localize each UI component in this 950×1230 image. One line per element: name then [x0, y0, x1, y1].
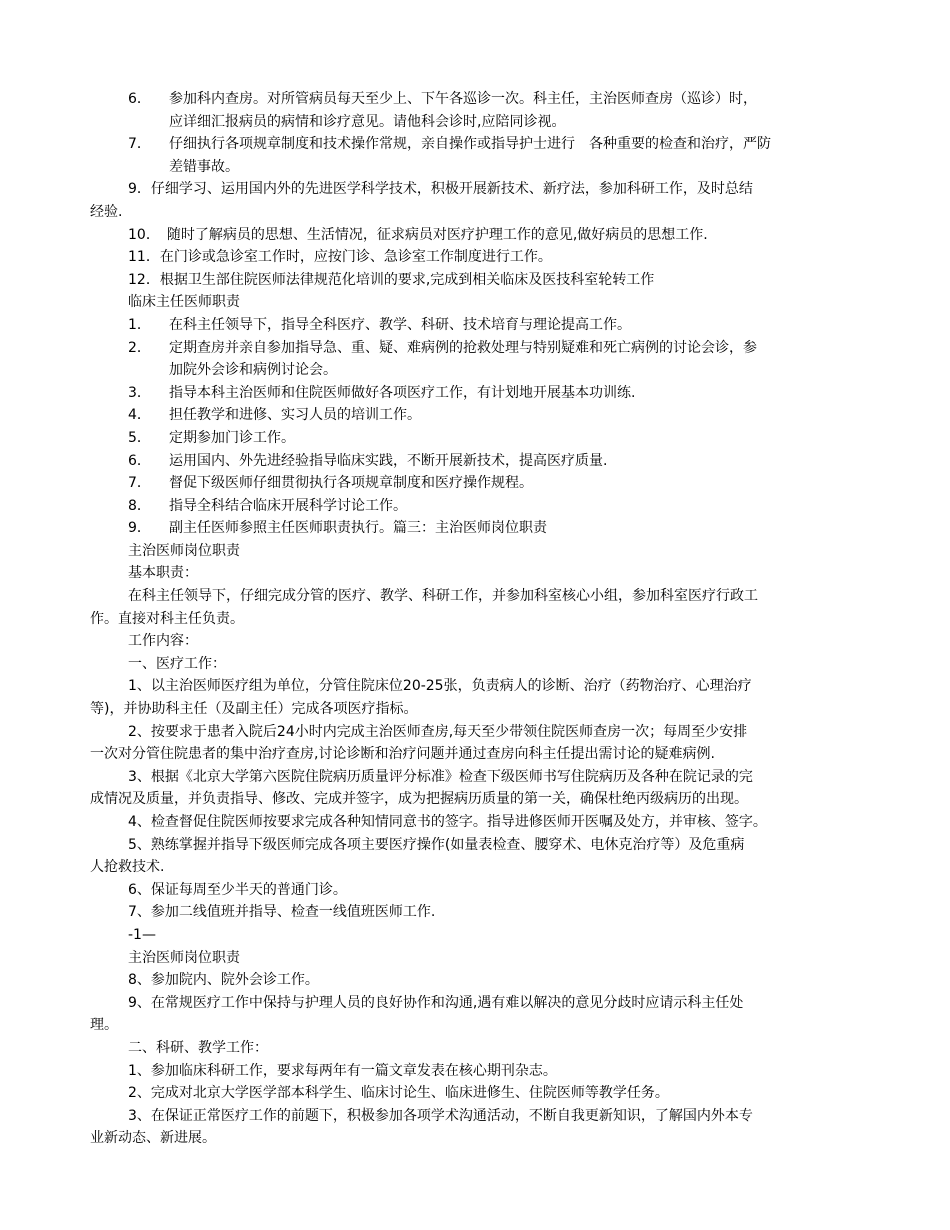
item-number: 3． — [128, 384, 151, 401]
item-text: 副主任医师参照主任医师职责执行。篇三：主治医师岗位职责 — [169, 520, 547, 537]
item-text: 参加科内查房。对所管病员每天至少上、下午各巡诊一次。科主任，主治医师查房（巡诊）时， — [169, 91, 757, 107]
item-text: 仔细执行各项规章制度和技术操作常规，亲自操作或指导护士进行 各种重要的检查和治疗，严防 — [169, 136, 771, 153]
item-number: 6． — [128, 91, 151, 107]
item-text: 督促下级医师仔细贯彻执行各项规章制度和医疗操作规程。 — [169, 475, 533, 492]
wrapped-line: 作。直接对科主任负责。 — [90, 610, 244, 627]
numbered-item — [90, 495, 870, 518]
paragraph-line: 10． 随时了解病员的思想、生活情况，征求病员对医疗护理工作的意见,做好病员的思想工作. — [128, 226, 708, 243]
paragraph-line: 4、检查督促住院医师按要求完成各种知情同意书的签字。指导进修医师开医嘱及处方，并审核、签字。 — [128, 814, 767, 830]
wrapped-line: 业新动态、新进展。 — [90, 1130, 216, 1147]
numbered-item — [90, 472, 870, 495]
paragraph-line: 9．仔细学习、运用国内外的先进医学科学技术，积极开展新技术、新疗法，参加科研工作，及时总结 — [128, 181, 753, 198]
item-number: 1． — [128, 316, 151, 333]
item-text: 定期查房并亲自参加指导急、重、疑、难病例的抢救处理与特别疑难和死亡病例的讨论会诊，参 — [169, 339, 757, 356]
wrapped-line: 经验. — [90, 203, 123, 220]
paragraph-line: 二、科研、教学工作： — [128, 1039, 268, 1056]
continuation-line: 加院外会诊和病例讨论会。 — [169, 362, 337, 379]
numbered-item — [90, 427, 870, 450]
paragraph-line: 一、医疗工作： — [128, 655, 226, 672]
item-text: 运用国内、外先进经验指导临床实践，不断开展新技术，提高医疗质量. — [169, 452, 608, 469]
paragraph-line: 临床主任医师职责 — [128, 294, 240, 311]
numbered-item — [90, 404, 870, 427]
item-number: 7． — [128, 136, 151, 153]
numbered-item — [90, 517, 870, 540]
item-number: 6． — [128, 452, 151, 469]
item-number: 9． — [128, 520, 151, 537]
paragraph-line: 8、参加院内、院外会诊工作。 — [128, 972, 319, 989]
paragraph-line: 在科主任领导下，仔细完成分管的医疗、教学、科研工作，并参加科室核心小组，参加科室医疗行政工 — [128, 588, 758, 605]
paragraph-line: 11．在门诊或急诊室工作时，应按门诊、急诊室工作制度进行工作。 — [128, 249, 552, 266]
paragraph-line: 工作内容： — [128, 633, 198, 650]
paragraph-line: 7、参加二线值班并指导、检查一线值班医师工作. — [128, 904, 436, 921]
item-text: 担任教学和进修、实习人员的培训工作。 — [169, 407, 421, 424]
item-number: 5． — [128, 429, 151, 446]
continuation-line: 差错事故。 — [169, 158, 239, 175]
wrapped-line: 等)，并协助科主任（及副主任）完成各项医疗指标。 — [90, 701, 418, 718]
numbered-item — [90, 450, 870, 473]
item-text: 在科主任领导下，指导全科医疗、教学、科研、技术培育与理论提高工作。 — [169, 316, 631, 333]
wrapped-line: 一次对分管住院患者的集中治疗查房,讨论诊断和治疗问题并通过查房向科主任提出需讨论的疑难病例. — [90, 746, 715, 763]
item-number: 7． — [128, 475, 151, 492]
paragraph-line: 3、根据《北京大学第六医院住院病历质量评分标准》检查下级医师书写住院病历及各种在院记录的完 — [128, 768, 753, 785]
paragraph-line: 基本职责： — [128, 565, 198, 582]
wrapped-line: 理。 — [90, 1017, 118, 1034]
item-number: 4． — [128, 407, 151, 424]
paragraph-line: 5、熟练掌握并指导下级医师完成各项主要医疗操作(如量表检查、腰穿术、电休克治疗等）及危重病 — [128, 836, 745, 853]
item-number: 8． — [128, 497, 151, 514]
wrapped-line: 成情况及质量，并负责指导、修改、完成并签字，成为把握病历质量的第一关，确保杜绝丙级病历的出现。 — [90, 791, 748, 808]
paragraph-line: 主治医师岗位职责 — [128, 542, 240, 559]
paragraph-line: 9、在常规医疗工作中保持与护理人员的良好协作和沟通,遇有难以解决的意见分歧时应请示科主任处 — [128, 994, 744, 1011]
numbered-item — [90, 314, 870, 337]
paragraph-line: 2、完成对北京大学医学部本科学生、临床讨论生、临床进修生、住院医师等教学任务。 — [128, 1085, 669, 1102]
item-text: 指导本科主治医师和住院医师做好各项医疗工作，有计划地开展基本功训练. — [169, 384, 636, 401]
numbered-item — [90, 88, 870, 111]
wrapped-line: 人抢救技术. — [90, 859, 165, 876]
paragraph-line: 2、按要求于患者入院后24小时内完成主治医师查房,每天至少带领住院医师查房一次；每周至少安排 — [128, 723, 748, 740]
paragraph-line: 3、在保证正常医疗工作的前题下，积极参加各项学术沟通活动，不断自我更新知识，了解国内外本专 — [128, 1107, 753, 1124]
item-text: 定期参加门诊工作。 — [169, 429, 295, 446]
item-number: 2． — [128, 339, 151, 356]
numbered-item — [90, 382, 870, 405]
paragraph-line: 主治医师岗位职责 — [128, 949, 240, 966]
paragraph-line: 1、参加临床科研工作，要求每两年有一篇文章发表在核心期刊杂志。 — [128, 1062, 557, 1079]
paragraph-line: -1— — [128, 926, 156, 943]
paragraph-line: 6、保证每周至少半天的普通门诊。 — [128, 881, 347, 898]
item-text: 指导全科结合临床开展科学讨论工作。 — [169, 497, 407, 514]
numbered-item — [90, 133, 870, 156]
numbered-item — [90, 337, 870, 360]
paragraph-line: 12．根据卫生部住院医师法律规范化培训的要求,完成到相关临床及医技科室轮转工作 — [128, 271, 655, 288]
continuation-line: 应详细汇报病员的病情和诊疗意见。请他科会诊时,应陪同诊视。 — [169, 113, 566, 130]
paragraph-line: 1、以主治医师医疗组为单位，分管住院床位20-25张，负责病人的诊断、治疗（药物治疗、心理治疗 — [128, 678, 752, 695]
